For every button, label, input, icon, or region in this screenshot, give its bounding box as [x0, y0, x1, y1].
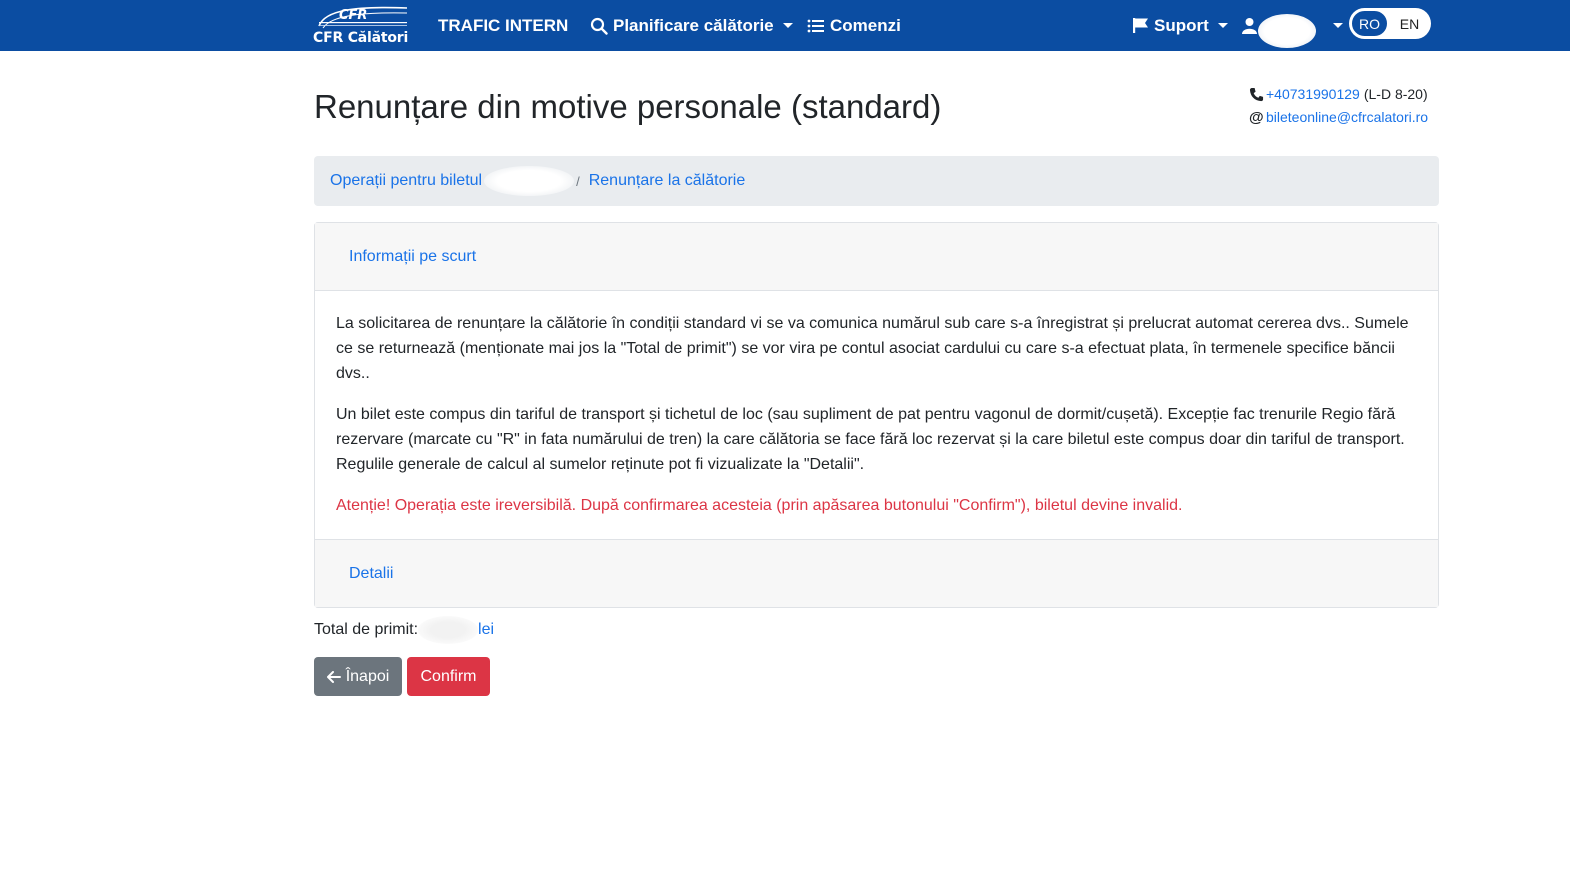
cfr-logo-icon [315, 4, 409, 30]
brand-logo[interactable] [313, 2, 411, 48]
ticket-number-redaction [484, 166, 574, 196]
confirm-button[interactable] [407, 657, 490, 696]
nav-trafic-intern-label: TRAFIC INTERN [438, 15, 569, 35]
phone-icon [1249, 87, 1266, 102]
info-card-body [315, 291, 1438, 539]
user-icon [1241, 17, 1258, 34]
nav-comenzi-label: Comenzi [830, 15, 901, 35]
page-title: Renunțare din motive personale (standard) [314, 88, 942, 125]
lang-en-option[interactable]: EN [1399, 15, 1420, 32]
confirm-button-label: Confirm [420, 667, 477, 685]
details-section-header[interactable] [315, 539, 1438, 607]
nav-comenzi[interactable] [807, 0, 901, 51]
language-toggle[interactable] [1349, 8, 1431, 39]
refund-total [314, 616, 494, 644]
chevron-down-icon [1218, 23, 1228, 28]
email-link[interactable]: bileteonline@cfrcalatori.ro [1266, 109, 1429, 125]
flag-icon [1132, 17, 1149, 34]
chevron-down-icon [783, 23, 793, 28]
at-icon: @ [1249, 109, 1264, 126]
nav-trafic-intern[interactable] [438, 0, 568, 51]
contact-phone-row [1249, 83, 1428, 106]
nav-suport-label: Suport [1154, 15, 1209, 35]
nav-planificare-dropdown[interactable] [590, 0, 793, 51]
breadcrumb-cancel-trip[interactable]: Renunțare la călătorie [588, 172, 746, 189]
details-toggle[interactable]: Detalii [349, 564, 394, 582]
info-summary-toggle[interactable]: Informații pe scurt [349, 247, 477, 265]
info-card [314, 222, 1439, 608]
breadcrumb-separator: / [576, 173, 580, 189]
refund-total-unit: lei [478, 621, 495, 638]
phone-hours: (L-D 8-20) [1363, 86, 1428, 102]
brand-name: CFR Călători [313, 30, 409, 46]
svg-text:CFR: CFR [339, 8, 368, 23]
chevron-down-icon [1333, 23, 1343, 28]
top-navbar [0, 0, 1570, 51]
refund-amount-redaction [418, 616, 478, 644]
back-button-label: Înapoi [345, 667, 390, 685]
nav-planificare-label: Planificare călătorie [613, 15, 774, 35]
phone-link[interactable]: +40731990129 [1266, 86, 1360, 102]
refund-total-label: Total de primit: [314, 621, 419, 638]
list-icon [807, 18, 825, 34]
breadcrumb-ticket-operations[interactable]: Operații pentru biletul [330, 172, 483, 189]
info-paragraph-refund: La solicitarea de renunțare la călătorie în condiții standard vi se va comunica numărul sub care s-a înregistrat și prelucrat automat cererea dvs.. Sumele ce se returnează (menționate mai jos la "Total de primit") se vor vira pe contul asociat cardului cu care s-a efectuat plata, în termenele specifice băncii dvs.. [336, 315, 1409, 382]
info-paragraph-ticket: Un bilet este compus din tariful de transport și tichetul de loc (sau supliment de pat pentru vagonul de dormit/cușetă). Excepție fac trenurile Regio fără rezervare (marcate cu "R" in fata numărului de tren) la care călătoria se face fără loc rezervat și la care biletul este compus doar din tariful de transport. Regulile generale de calcul al sumelor reținute pot fi vizualizate la "Detalii". [336, 406, 1405, 473]
irreversible-warning: Atenție! Operația este ireversibilă. După confirmarea acesteia (prin apăsarea butonului "Confirm"), biletul devine invalid. [336, 497, 1183, 514]
nav-suport-dropdown[interactable] [1132, 0, 1228, 51]
back-button[interactable] [314, 657, 402, 696]
contact-info [1249, 83, 1428, 129]
breadcrumb [314, 156, 1439, 206]
info-card-header[interactable] [315, 223, 1438, 291]
arrow-left-icon [327, 671, 341, 683]
lang-ro-option[interactable]: RO [1350, 9, 1389, 38]
user-name-redaction [1258, 14, 1316, 48]
contact-email-row [1249, 106, 1428, 129]
search-icon [590, 17, 608, 35]
